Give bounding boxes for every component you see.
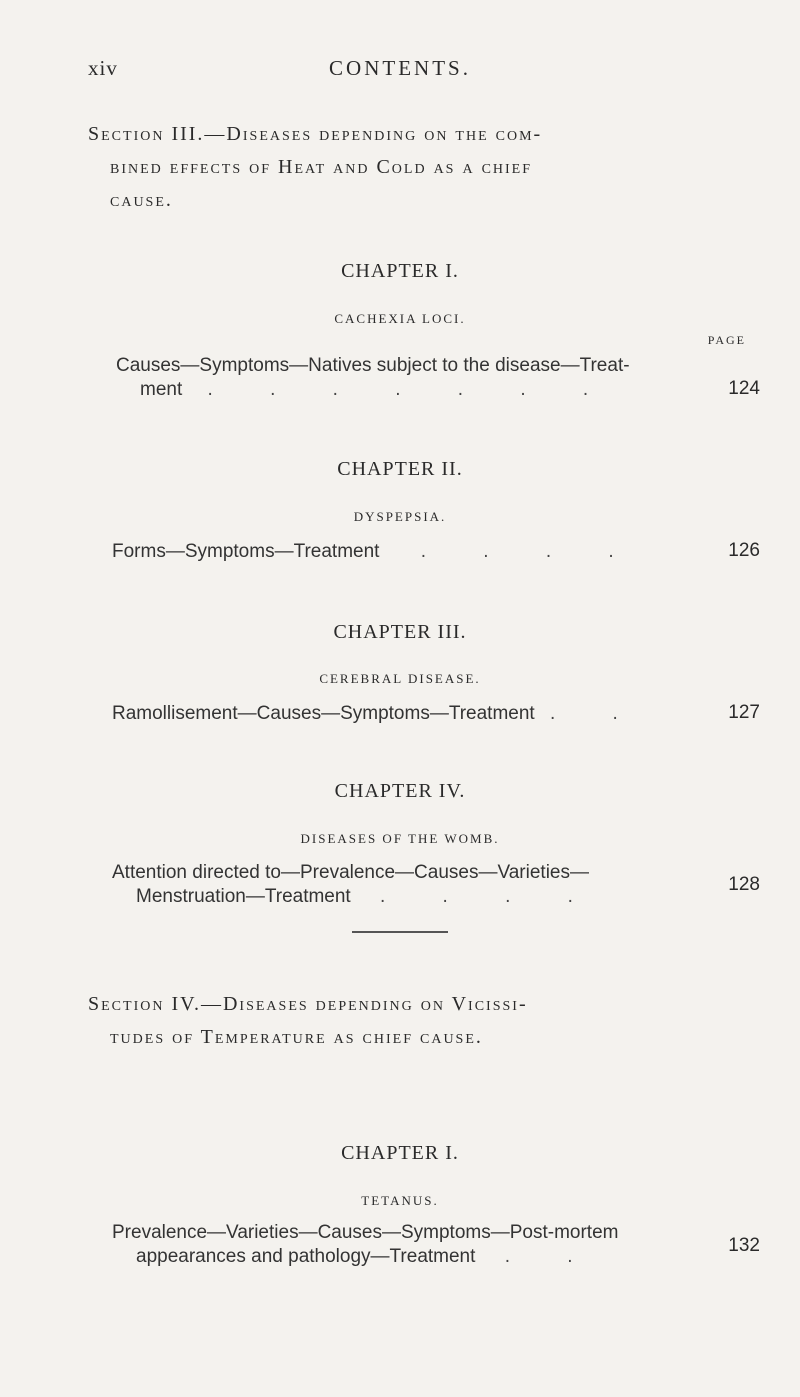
chapter-heading: CHAPTER IV.	[334, 780, 466, 802]
chapter-subject: DYSPEPSIA.	[353, 509, 447, 524]
section-divider	[352, 931, 448, 933]
entry-line: Ramollisement—Causes—Symptoms—Treatment	[112, 703, 535, 724]
entry-line: Causes—Symptoms—Natives subject to the disease—Treat-	[116, 355, 630, 376]
section-4-heading-line1: Section IV.—Diseases depending on Vicissi-	[88, 993, 528, 1015]
leader-dots: . . . .	[420, 541, 640, 562]
page-header	[0, 56, 800, 86]
page-reference: 127	[728, 702, 760, 723]
section-3-heading-line3: cause.	[110, 189, 173, 211]
page-reference: 132	[728, 1235, 760, 1256]
section-4-heading-line2: tudes of Temperature as chief cause.	[110, 1026, 483, 1048]
entry-line-end: ment	[140, 379, 183, 400]
page-number: xiv	[88, 56, 118, 80]
section-3-heading	[88, 118, 728, 217]
page-reference: 128	[728, 874, 760, 895]
page-reference: 126	[728, 540, 760, 561]
entry-line: Forms—Symptoms—Treatment	[112, 541, 380, 562]
contents-entry	[112, 861, 752, 909]
entry-line-end: appearances and pathology—Treatment	[136, 1246, 476, 1267]
leader-dots: . .	[549, 703, 644, 724]
contents-entry	[112, 702, 752, 726]
contents-entry	[112, 1221, 752, 1269]
chapter-heading: CHAPTER II.	[337, 458, 463, 480]
page-reference: 124	[728, 378, 760, 399]
entry-line	[116, 378, 756, 402]
chapter-subject: TETANUS.	[361, 1193, 439, 1208]
leader-dots: . .	[504, 1246, 599, 1267]
chapter-subject: CEREBRAL DISEASE.	[319, 671, 481, 686]
entry-line: Attention directed to—Prevalence—Causes—Varieties—	[112, 862, 589, 883]
page-title: CONTENTS.	[329, 56, 471, 80]
leader-dots: . . . . . . .	[207, 379, 615, 400]
chapter-subject: CACHEXIA LOCI.	[334, 311, 466, 326]
contents-entry	[112, 540, 752, 564]
contents-entry	[116, 354, 756, 402]
chapter-heading: CHAPTER I.	[341, 260, 459, 282]
chapter-heading: CHAPTER I.	[341, 1142, 459, 1164]
section-3-heading-line1: Section III.—Diseases depending on the com-	[88, 123, 543, 145]
page-column-label: PAGE	[707, 333, 746, 347]
entry-line	[112, 1245, 752, 1269]
entry-line	[112, 885, 752, 909]
section-3-heading-line2: bined effects of Heat and Cold as a chief	[110, 156, 533, 178]
chapter-subject: DISEASES OF THE WOMB.	[300, 831, 500, 846]
entry-line: Prevalence—Varieties—Causes—Symptoms—Post-mortem	[112, 1222, 619, 1243]
chapter-heading: CHAPTER III.	[333, 621, 467, 643]
section-4-heading	[88, 988, 728, 1054]
leader-dots: . . . .	[380, 886, 599, 907]
entry-line-end: Menstruation—Treatment	[136, 886, 351, 907]
